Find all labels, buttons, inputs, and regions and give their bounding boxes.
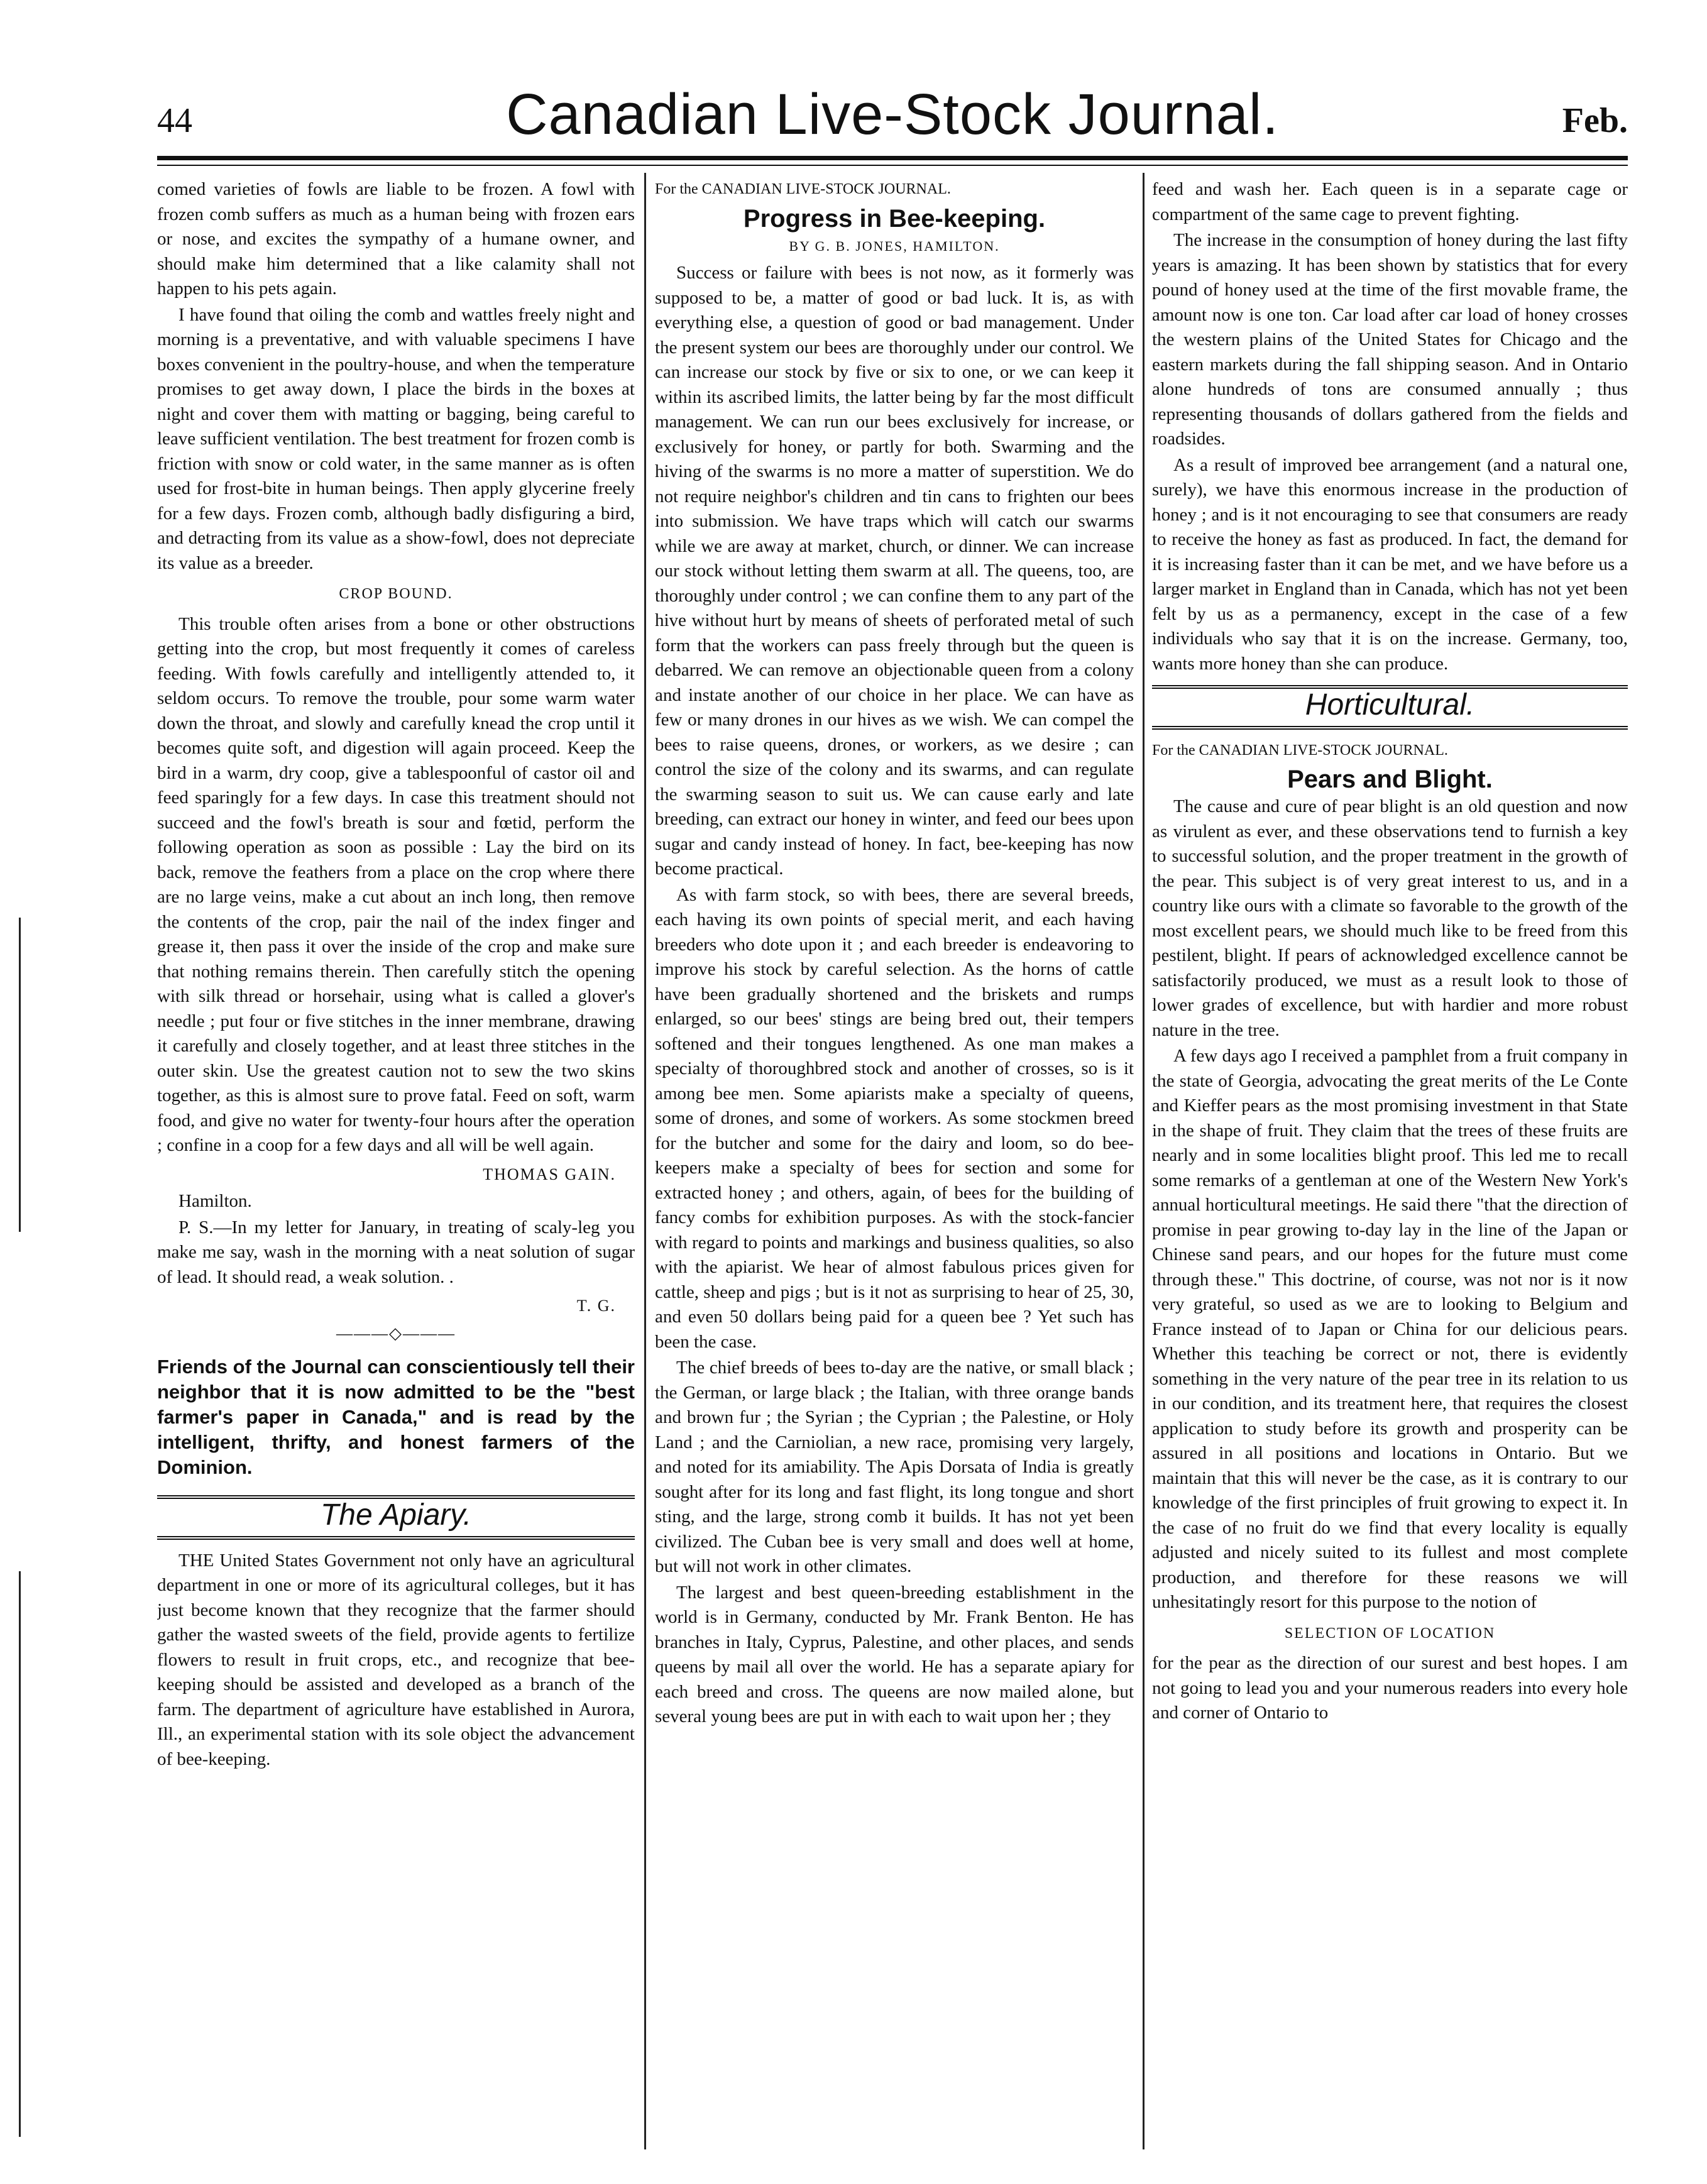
article-title: Pears and Blight.: [1287, 765, 1493, 793]
column-3: [1152, 177, 1628, 2151]
paragraph: As with farm stock, so with bees, there are several breeds, each having its own points of special merit, and each having breeders who dote upon it ; and each breeder is endeavoring to improve his stock by careful selection. As the horns of cattle have been gradually shortened and the briskets and rumps enlarged, so our bees' stings are being bred out, their tempers softened and their tongues lengthened. As one man makes a specialty of thoroughbred stock and another of crosses, so is it among bee men. Some apiarists make a specialty of queens, some of drones, and some of workers. As some stockmen breed for the butcher and some for the dairy and loom, so do bee-keepers make a specialty of bees for section and some for extracted honey ; and others, again, of bees for the building of fancy combs for exhibition purposes. As with the stock-fancier with regard to points and markings and business qualities, so also with the apiarist. We hear of almost fabulous prices given for cattle, sheep and pigs ; but is it not as surprising to hear of 25, 30, and even 50 dollars being paid for a queen bee ? Yet such has been the case.: [655, 884, 1134, 1352]
author-signature: THOMAS GAIN.: [483, 1165, 616, 1183]
paragraph: The cause and cure of pear blight is an old question and now as virulent as ever, and these observations tend to furnish a key to successful solution, and the proper treatment in the growth of the pear. This subject is of very great interest to us, and in a country like ours with a climate so favorable to the growth of the most excellent pears, we should much like to be freed from this pestilent, blight. If pears of acknowledged excellence cannot be satisfactorily produced, we must as a result look to those of lower grades of excellence, but with hardier and more robust nature in the tree.: [1152, 796, 1628, 1040]
paragraph: I have found that oiling the comb and wattles freely night and morning is a preventative, and with valuable specimens I have boxes convenient in the poultry-house, and when the temperature promises to get away down, I place the birds in the boxes at night and cover them with matting or bagging, being careful to leave sufficient ventilation. The best treatment for frozen comb is friction with snow or cold water, in the same manner as is often used for frost-bite in human beings. Then apply glycerine freely for a few days. Frozen comb, although badly disfiguring a bird, and detracting from its value as a show-fowl, does not depreciate its value as a breeder.: [157, 304, 635, 573]
paragraph: Success or failure with bees is not now, as it formerly was supposed to be, a matter of good or bad luck. It is, as with everything else, a question of good or bad management. Under the present system our bees are thoroughly under our control. We can increase our stock by five or six to one, or we can keep it within its ascribed limits, the latter being by far the most difficult management. We can run our bees exclusively for increase, or exclusively for honey, or partly for both. Swarming and the hiving of the swarms is no more a matter of superstition. We do not require neighbor's children and tin cans to frighten our bees into submission. We have traps which will catch our swarms while we are away at market, church, or dinner. We can increase our stock without letting them swarm at all. The queens, too, are thoroughly under control ; we can confine them to any part of the hive without hurt by means of sheets of perforated metal of such form that the workers can pass freely through but the queen is debarred. We can remove an objectionable queen from a colony and instate another of our choice in her place. We can have as few or many drones in our hives as we wish. We can compel the bees to raise queens, drones, or workers, as we desire ; can control the size of the colony and its swarms, and can regulate the swarming season to suit us. We can cause early and late breeding, can extract our honey in winter, and feed our bees upon sugar and candy instead of honey. In fact, bee-keeping has now become practical.: [655, 263, 1134, 879]
journal-notice: Friends of the Journal can conscientiously tell their neighbor that it is now admitted to be the "best farmer's paper in Canada," and is read by the intelligent, thrifty, and honest farmers of the Dominion.: [157, 1356, 635, 1478]
journal-title: Canadian Live-Stock Journal.: [506, 82, 1279, 146]
for-journal-line: For the CANADIAN LIVE-STOCK JOURNAL.: [655, 181, 951, 197]
column-2: [655, 177, 1134, 2151]
place-line: Hamilton.: [178, 1191, 252, 1211]
paragraph: The increase in the consumption of honey during the last fifty years is amazing. It has been shown by statistics that for every pound of honey used at the time of the first movable frame, the amount now is one ton. Car load after car load of honey crosses the western plains of the United States for Chicago and the eastern markets during the fall shipping season. And in Ontario alone hundreds of tons are consumed annually ; thus representing thousands of dollars gathered from the fields and roadsides.: [1152, 230, 1628, 449]
column-1: [157, 177, 635, 2151]
postscript: P. S.—In my letter for January, in treating of scaly-leg you make me say, wash in the morning with a neat solution of sugar of lead. It should read, a weak solution. .: [157, 1217, 635, 1287]
column-divider-1: [644, 173, 646, 2149]
paragraph: The chief breeds of bees to-day are the native, or small black ; the German, or large black ; the Italian, with three orange bands and brown fur ; the Syrian ; the Cyprian ; the Palestine, or Holy Land ; and the Carniolian, a new race, promising very largely, and noted for its amiability. The Apis Dorsata of India is greatly sought after for its long and fast flight, its long tongue and short sting, and the large, strong comb it builds. It has not yet been civilized. The Cuban bee is very small and does well at home, but will not work in other climates.: [655, 1358, 1134, 1576]
scan-edge-mark: [19, 1571, 21, 2137]
paragraph: THE United States Government not only have an agricultural department in one or more of its agricultural colleges, but it has just become known that they recognize that the farmer should gather the wasted sweets of the field, provide agents to fertilize flowers to result in fruit crops, etc., and recognize that bee-keeping should be assisted and developed as a branch of the farm. The department of agriculture have established in Aurora, Ill., an experimental station with its sole object the advancement of bee-keeping.: [157, 1550, 635, 1769]
column-divider-2: [1143, 173, 1144, 2149]
article-title: Progress in Bee-keeping.: [743, 204, 1046, 233]
issue-month: Feb.: [1562, 101, 1628, 140]
scan-edge-mark: [19, 918, 21, 1232]
department-title: Horticultural.: [1305, 688, 1475, 722]
ornamental-divider: ———◇———: [336, 1324, 456, 1342]
author-initials: T. G.: [576, 1297, 616, 1315]
paragraph: A few days ago I received a pamphlet from a fruit company in the state of Georgia, advocating the great merits of the Le Conte and Kieffer pears as the most promising investment in that State in the shape of fruit. They claim that the trees of these fruits are nearly and in some localities blight proof. This led me to recall some remarks of a gentleman at one of the Western New York's annual horticultural meetings. He said there "that the direction of promise in pear growing to-day lay in the line of the Japan or Chinese sand pears, and our hopes for the future must come through these." This doctrine, of course, was not nor is it now very grateful, so used as we are to looking to Belgium and France instead of to Japan or China for our delicious pears. Whether this teaching be correct or not, there is evidently something in the very nature of the pear tree in its relation to us in our condition, and its treatment here, that requires the closest application to study before its growth and prosperity can be assured in all positions and locations in Ontario. But we maintain that this will never be the case, as it is contrary to our knowledge of the first principles of fruit growing to expect it. In the case of no fruit do we find that every locality is equally adjusted and nicely suited to its fullest and most complete production, and therefore for these reasons we will unhesitatingly resort for this purpose to the notion of: [1152, 1046, 1628, 1612]
header-rule-thick: [157, 156, 1628, 160]
paragraph: The largest and best queen-breeding establishment in the world is in Germany, conducted by Mr. Frank Benton. He has branches in Italy, Cyprus, Palestine, and other places, and sends queens by mail all over the world. He has a separate apiary for each breed and cross. The queens are now mailed alone, but several young bees are put in with each to wait upon her ; they: [655, 1582, 1134, 1726]
page-number: 44: [157, 101, 192, 140]
subheading-selection-of-location: SELECTION OF LOCATION: [1284, 1625, 1496, 1642]
paragraph: This trouble often arises from a bone or other obstructions getting into the crop, but most frequently it comes of careless feeding. With fowls carefully and intelligently attended to, it seldom occurs. To remove the trouble, pour some warm water down the throat, and slowly and carefully knead the crop until it becomes quite soft, and digestion will again proceed. Keep the bird in a warm, dry coop, give a tablespoonful of castor oil and feed sparingly for a few days. In case this treatment should not succeed and the fowl's breath is sour and fœtid, perform the following operation as soon as possible : Lay the bird on its back, remove the feathers from a place on the crop where there are no large veins, make a cut about an inch long, then remove the contents of the crop, pair the nail of the index finger and grease it, then pass it over the inside of the crop and make sure that nothing remains therein. Then carefully stitch the opening with silk thread or horsehair, using what is called a glover's needle ; put four or five stitches in the inner membrane, drawing it carefully and closely together, and at least three stitches in the outer skin. Use the greatest caution not to sew the two skins together, as this is almost sure to prove fatal. Feed on soft, warm food, and give no water for twenty-four hours after the operation ; confine in a coop for a few days and all will be well again.: [157, 613, 635, 1155]
article-byline: BY G. B. JONES, HAMILTON.: [789, 238, 1000, 254]
department-header-apiary: [157, 1495, 635, 1540]
paragraph: comed varieties of fowls are liable to be frozen. A fowl with frozen comb suffers as much as a human being with frozen ears or nose, and excites the sympathy of a humane owner, and should make him determined that a like calamity shall not happen to his pets again.: [157, 179, 635, 299]
for-journal-line: For the CANADIAN LIVE-STOCK JOURNAL.: [1152, 742, 1448, 759]
department-title: The Apiary.: [320, 1498, 472, 1532]
subheading-crop-bound: CROP BOUND.: [339, 586, 453, 602]
page-header: [157, 82, 1628, 148]
header-rule-thin: [157, 165, 1628, 166]
department-header-horticultural: [1152, 685, 1628, 730]
paragraph: for the pear as the direction of our surest and best hopes. I am not going to lead you and your numerous readers into every hole and corner of Ontario to: [1152, 1653, 1628, 1723]
paragraph: feed and wash her. Each queen is in a separate cage or compartment of the same cage to prevent fighting.: [1152, 179, 1628, 224]
paragraph: As a result of improved bee arrangement (and a natural one, surely), we have this enormous increase in the production of honey ; and is it not encouraging to see that consumers are ready to receive the honey as fast as produced. In fact, the demand for it is increasing faster than it can be met, and we have before us a larger market in England than in Canada, which has not yet been felt by us as a permanency, except in the case of a few individuals who say that it is on the increase. Germany, too, wants more honey than she can produce.: [1152, 454, 1628, 674]
